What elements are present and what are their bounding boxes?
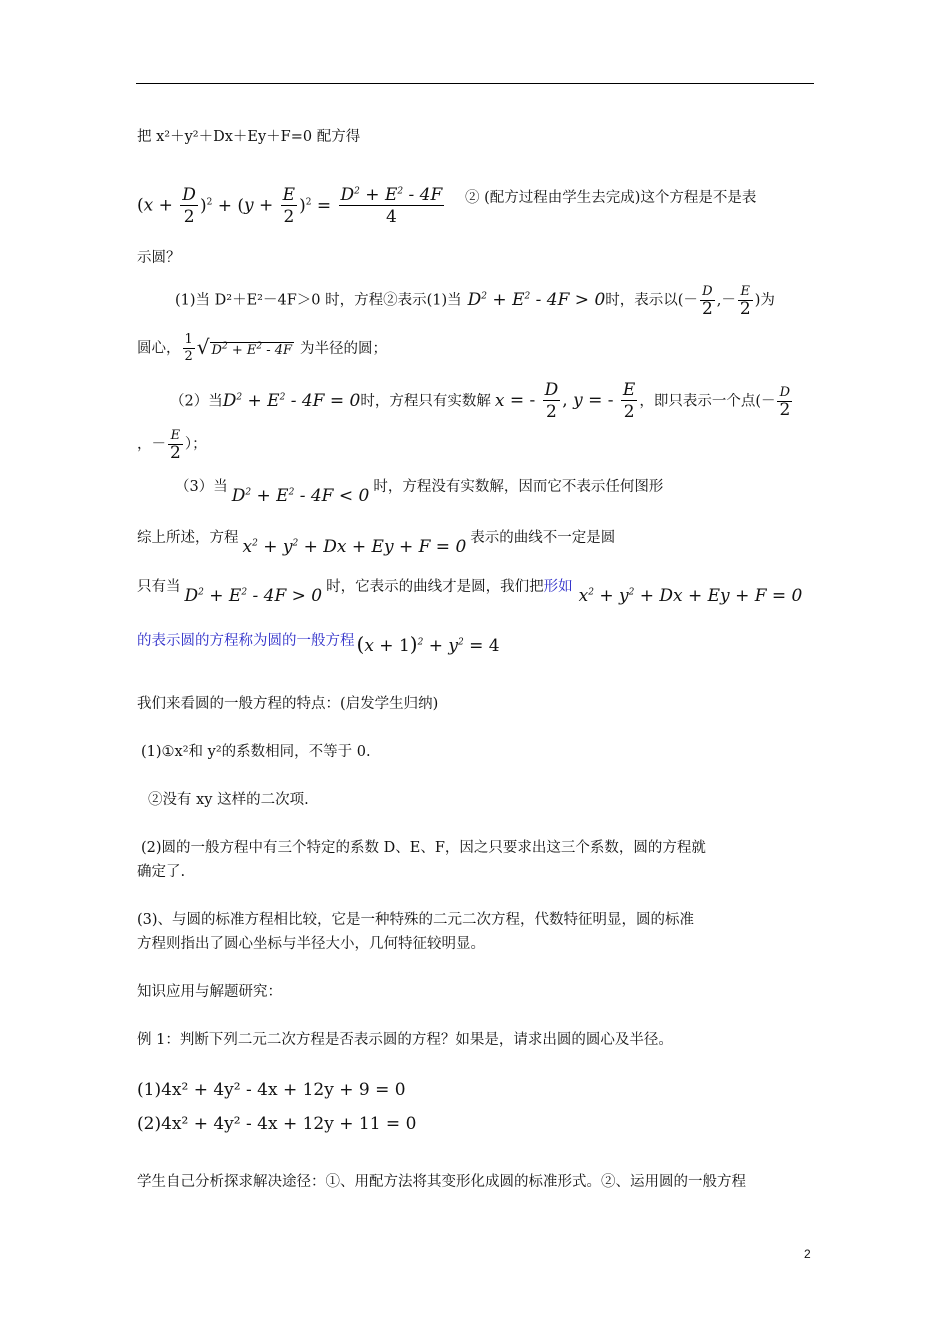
summary-text-a: 综上所述，方程: [137, 530, 239, 546]
case1-text-b: 时，表示以(－: [605, 292, 698, 309]
only-text-b: 时，它表示的曲线才是圆，我们把: [326, 579, 544, 595]
case2-line: （2）当$D^2 + E^2 - 4F = 0$时，方程只有实数解 x = - $\frac{D}{2}$ , y = - $\frac{E}{2}$ ，即只表示一个点(－ $\frac{D}{2}$: [170, 380, 791, 422]
case1-text-e: 圆心，: [137, 340, 181, 357]
case3-text-b: 时，方程没有实数解，因而它不表示任何图形: [373, 479, 664, 495]
completed-square-equation: (x + $\frac{D}{2}$ )$^2$ + (y + $\frac{E}{2}$ )$^2$ = $\frac{D^2 + E^2 - 4F}{4}$: [137, 185, 443, 227]
case1-radius-line: 圆心， $\frac{1}{2}$ √ $D^2 + E^2 - 4F$ 为半径的圆；: [137, 332, 388, 364]
feature-3a: (3)、与圆的标准方程相比较，它是一种特殊的二元二次方程，代数特征明显，圆的标准: [137, 912, 695, 928]
case2-text-d: ，－: [137, 436, 166, 453]
case2-cont-line: ，－ $\frac{E}{2}$ ）；: [137, 428, 207, 463]
case1-text-c: ,－: [716, 292, 736, 309]
general-def-line: 的表示圆的方程称为圆的一般方程 $(x + 1)^2 + y^2 = 4$: [137, 632, 500, 656]
case1-line: (1)当 D²＋E²－4F＞0 时，方程②表示(1)当 $D^2 + E^2 - 4F > 0$时，表示以(－ $\frac{D}{2}$ ,－ $\frac{E}{2}$ )为: [175, 284, 775, 319]
equation-note-cont: 示圆？: [137, 250, 181, 266]
case2-text-a: （2）当: [170, 393, 223, 410]
case3-text-a: （3）当: [175, 479, 228, 495]
example-eq-2: (2)4x² + 4y² - 4x + 12y + 11 = 0: [137, 1114, 417, 1134]
apply-title: 知识应用与解题研究：: [137, 984, 282, 1000]
only-text-c: 形如: [543, 579, 573, 595]
example-1: 例 1：判断下列二元二次方程是否表示圆的方程？如果是，请求出圆的圆心及半径。: [137, 1032, 673, 1048]
case2-text-e: ）；: [184, 436, 207, 453]
case2-text-c: ，即只表示一个点(－: [639, 393, 776, 410]
intro-line: 把 x²＋y²＋Dx＋Ey＋F=0 配方得: [137, 129, 361, 145]
case3-line: （3）当 $D^2 + E^2 - 4F < 0$ 时，方程没有实数解，因而它不表示任何图形: [175, 479, 664, 506]
general-def-text: 的表示圆的方程称为圆的一般方程: [137, 633, 355, 649]
case1-text-d: )为: [754, 292, 775, 309]
feature-3b: 方程则指出了圆心坐标与半径大小，几何特征较明显。: [137, 936, 485, 952]
only-when-line: 只有当 $D^2 + E^2 - 4F > 0$ 时，它表示的曲线才是圆，我们把形如 $x^2 + y^2 + Dx + Ey + F = 0$: [137, 579, 803, 606]
case1-text-a: (1)当 D²＋E²－4F＞0 时，方程②表示(1)当: [175, 292, 462, 309]
summary-line: 综上所述，方程 $x^2 + y^2 + Dx + Ey + F = 0$ 表示的曲线不一定是圆: [137, 530, 616, 557]
feature-1: (1)①x²和 y²的系数相同，不等于 0.: [141, 744, 371, 760]
page-number: 2: [804, 1247, 811, 1261]
equation-note: ② (配方过程由学生去完成)这个方程是不是表: [465, 190, 757, 206]
analysis-line: 学生自己分析探求解决途径：①、用配方法将其变形化成圆的标准形式。②、运用圆的一般方程: [137, 1174, 746, 1190]
summary-text-b: 表示的曲线不一定是圆: [470, 530, 616, 546]
feature-2b: 确定了.: [137, 864, 186, 880]
feature-2a: (2)圆的一般方程中有三个特定的系数 D、E、F，因之只要求出这三个系数，圆的方程就: [141, 840, 706, 856]
case1-text-f: 为半径的圆；: [300, 340, 388, 357]
features-title: 我们来看圆的一般方程的特点：(启发学生归纳): [137, 696, 439, 712]
example-eq-1: (1)4x² + 4y² - 4x + 12y + 9 = 0: [137, 1080, 406, 1100]
only-text-a: 只有当: [137, 579, 181, 595]
header-rule: [136, 83, 814, 84]
feature-1b: ②没有 xy 这样的二次项.: [148, 792, 309, 808]
case2-text-b: 时，方程只有实数解: [360, 393, 491, 410]
